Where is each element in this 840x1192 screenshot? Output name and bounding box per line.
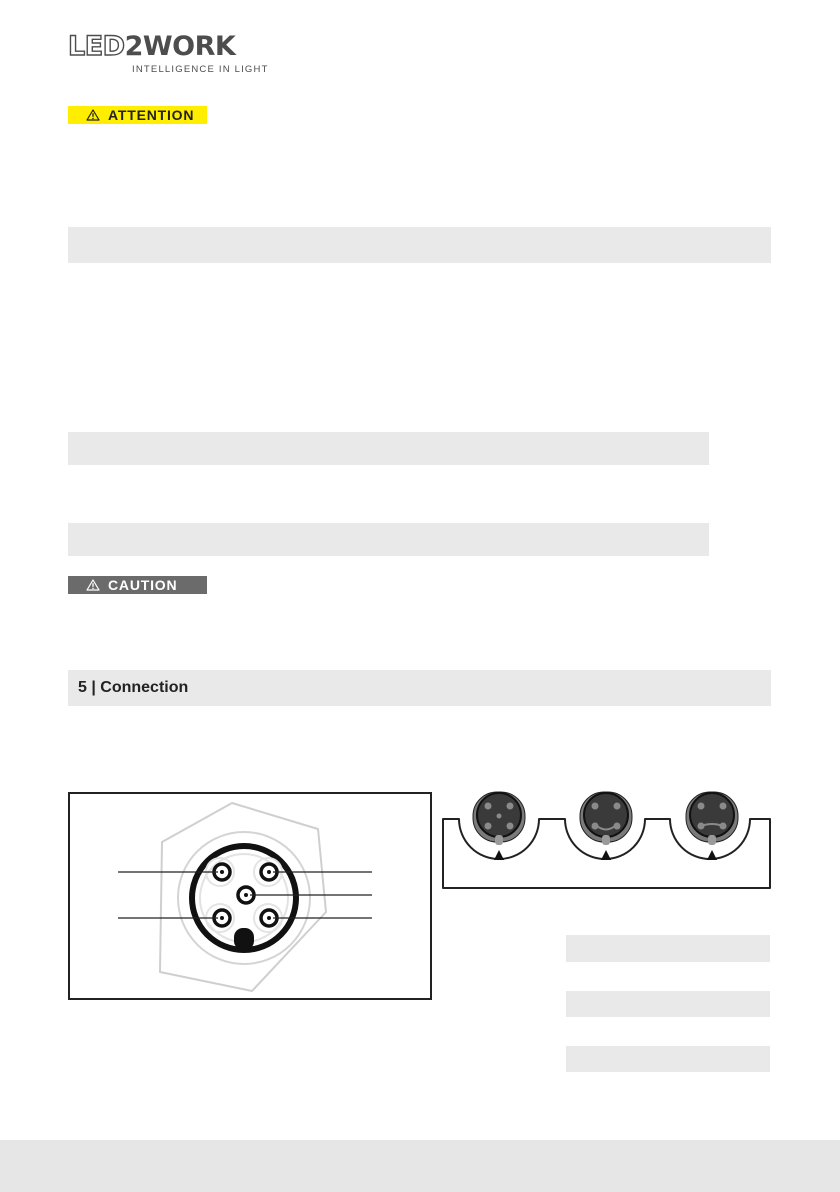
logo-wordmark xyxy=(68,31,236,62)
chain-arrow-3 xyxy=(707,850,717,860)
connector-pinout-panel xyxy=(68,792,432,1000)
label-bar-2 xyxy=(566,991,770,1017)
chain-wire-loop xyxy=(443,819,770,888)
heading-bar-2 xyxy=(68,432,709,465)
chain-arrow-2 xyxy=(601,850,611,860)
logo-word-hollow: LED xyxy=(68,31,125,62)
caution-badge xyxy=(68,576,207,594)
logo-word-solid: 2WORK xyxy=(124,31,236,62)
chain-connector-2 xyxy=(580,792,632,860)
caution-label: CAUTION xyxy=(108,577,178,593)
attention-badge xyxy=(68,106,207,124)
label-bar-3 xyxy=(566,1046,770,1072)
connector-key-notch xyxy=(234,928,254,950)
chain-connector-1 xyxy=(473,792,525,860)
heading-bar-1 xyxy=(68,227,771,263)
brand-logo xyxy=(68,31,269,76)
heading-bar-3 xyxy=(68,523,709,556)
chain-connector-3 xyxy=(686,792,738,860)
label-bar-1 xyxy=(566,935,770,962)
warning-triangle-icon xyxy=(86,579,100,591)
logo-tagline: INTELLIGENCE IN LIGHT xyxy=(132,64,269,75)
warning-triangle-icon xyxy=(86,109,100,121)
attention-label: ATTENTION xyxy=(108,107,195,123)
section-title: 5 | Connection xyxy=(78,679,189,696)
chain-arrow-1 xyxy=(494,850,504,860)
connector-pinout-diagram xyxy=(70,794,430,998)
page-footer xyxy=(0,1140,840,1192)
